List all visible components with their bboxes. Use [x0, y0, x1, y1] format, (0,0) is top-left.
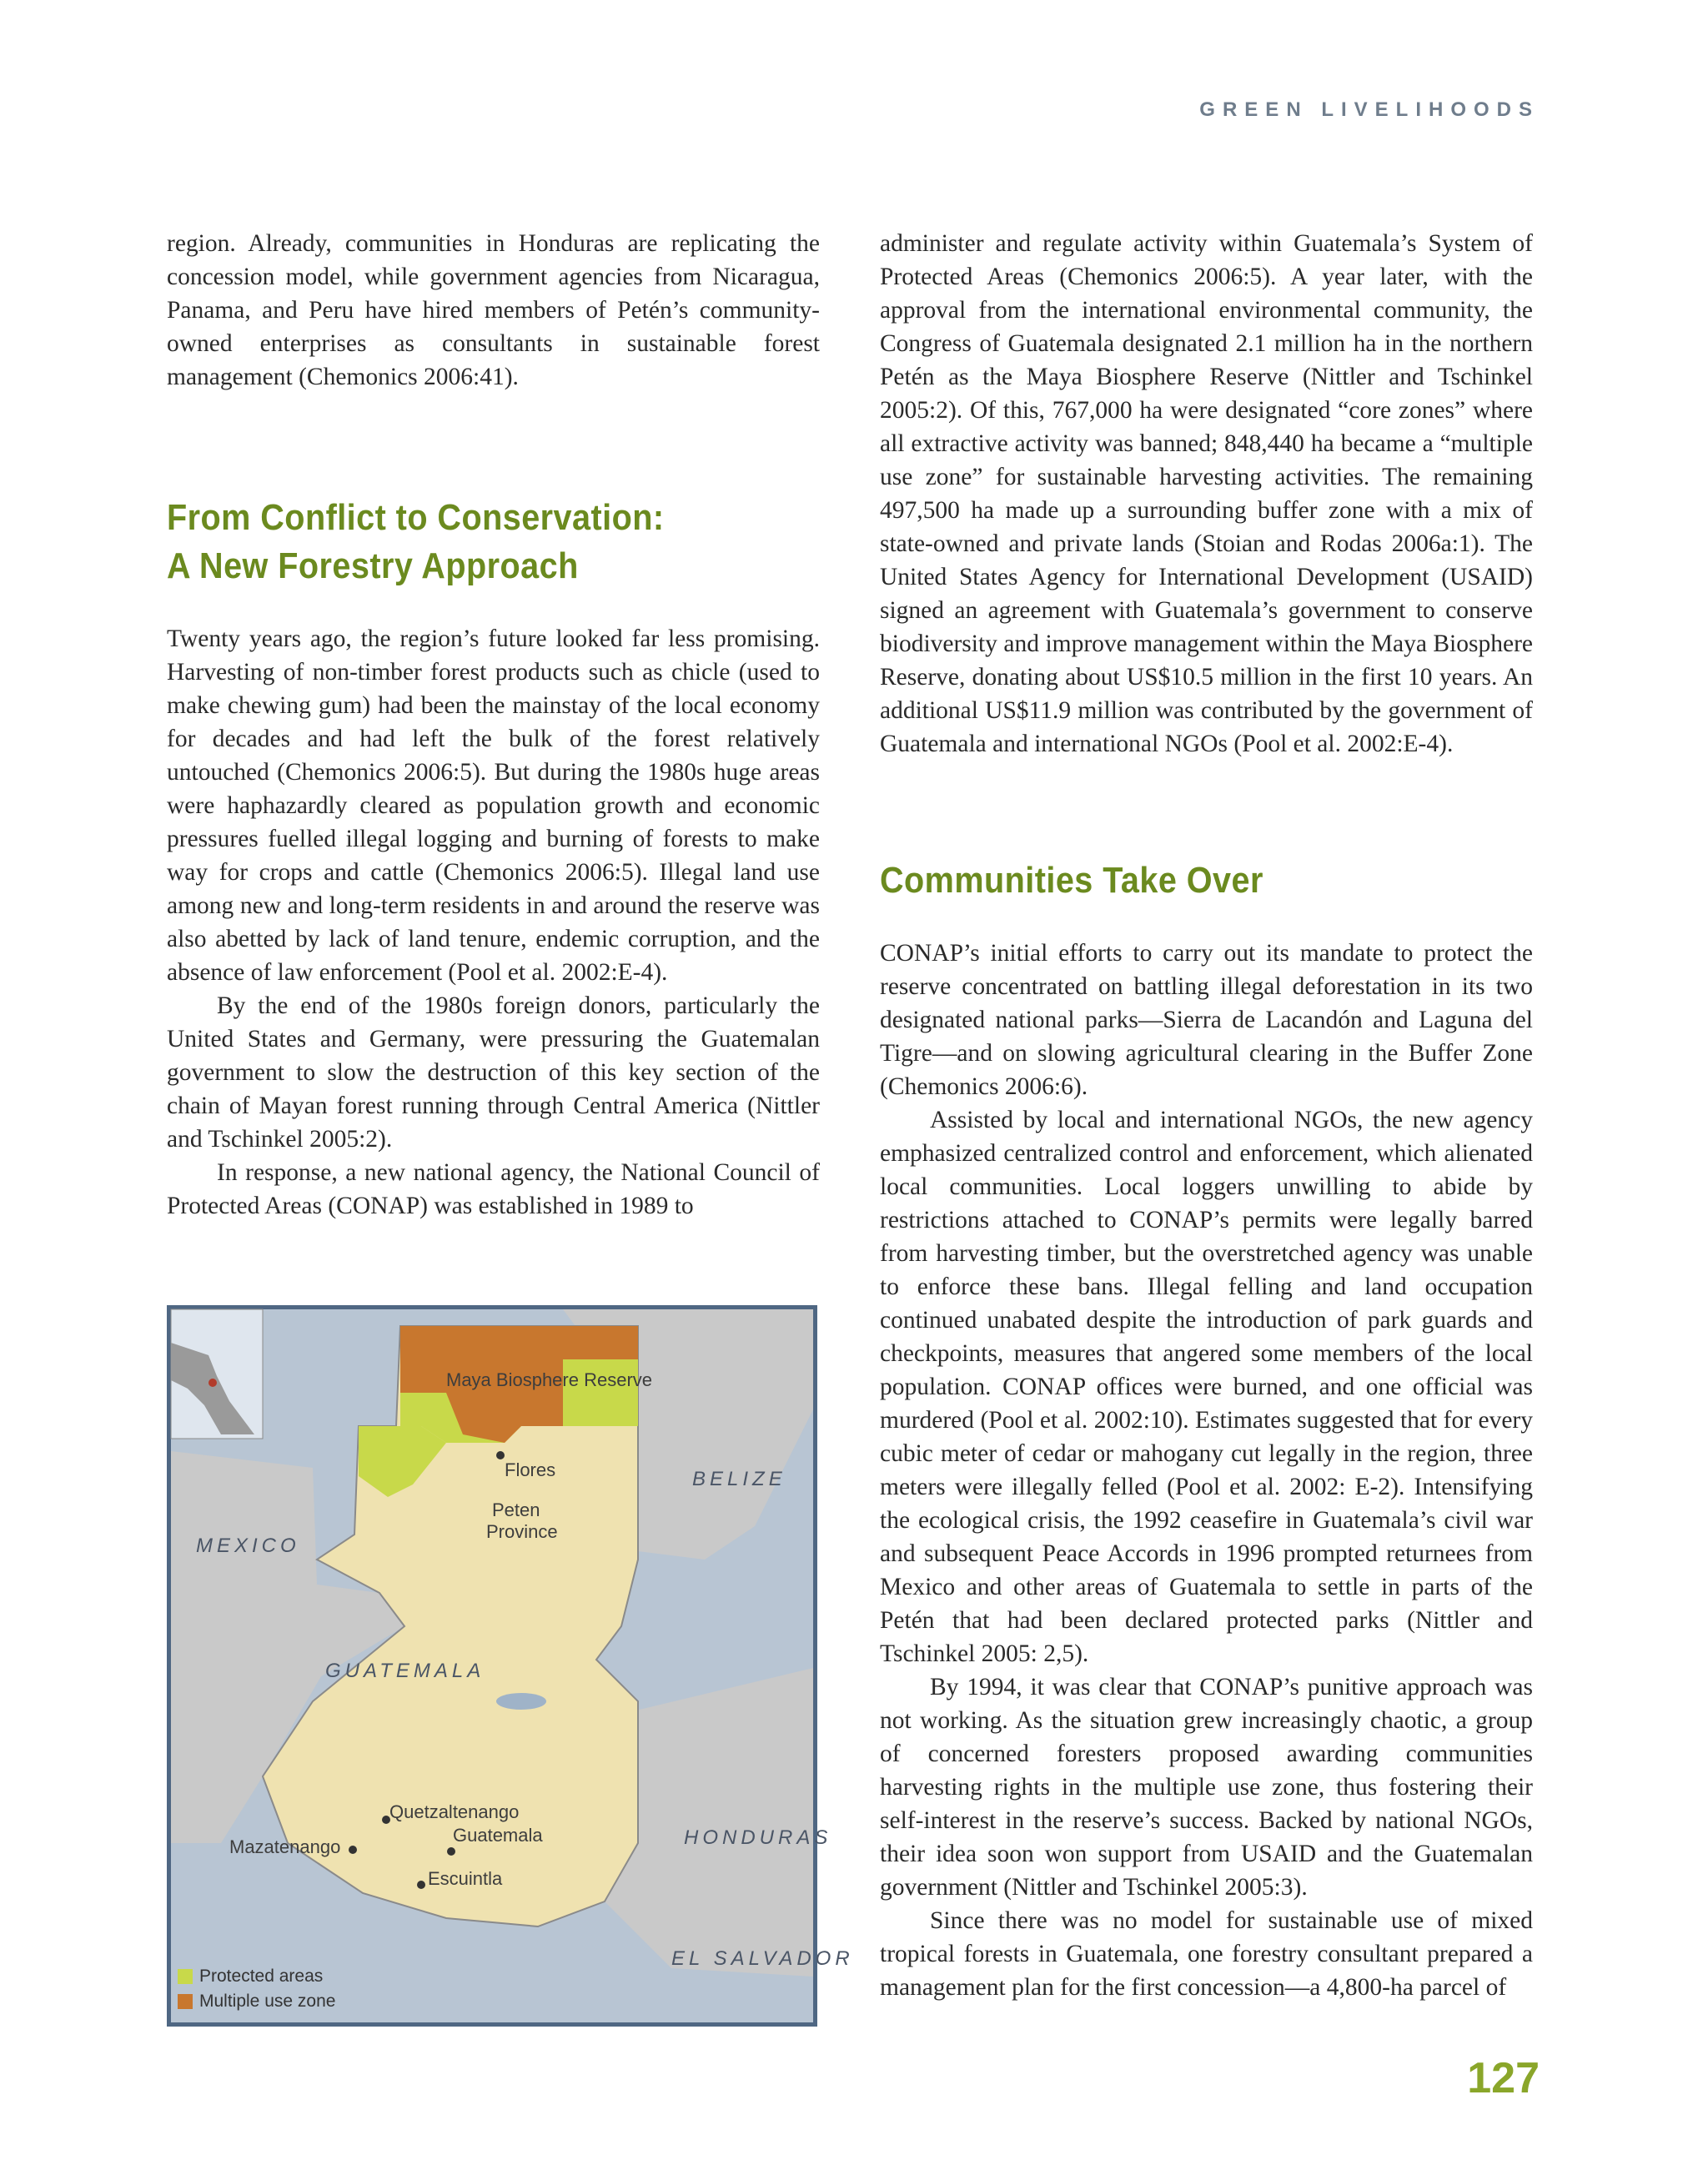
right-column [880, 227, 1533, 2004]
label-belize: BELIZE [692, 1468, 786, 1490]
legend-item [178, 1964, 335, 1989]
paragraph: By the end of the 1980s foreign donors, particularly the United States and Germany, were pressuring the Guatemalan government to slow the destruction of this key section of the chain of Mayan forest running through Central America (Nittler and Tschinkel 2005:2). [167, 992, 820, 1153]
paragraph: Assisted by local and international NGOs, the new agency emphasized centralized control and enforcement, which alienated local communities. Local loggers unwilling to abide by restrictions attached to CONAP’s permits were legally barred from harvesting timber, but the overstretched agency was unable to enforce these bans. Illegal felling and land occupation continued unabated despite the introduction of park guards and checkpoints, measures that angered some members of the local population. CONAP offices were burned, and one official was murdered (Pool et al. 2002:10). Estimates suggested that for every cubic meter of cedar or mahogany cut legally in the region, three meters were illegally felled (Pool et al. 2002: E-2). Intensifying the ecological crisis, the 1992 ceasefire in Guatemala’s civil war and subsequent Peace Accords in 1996 prompted returnees from Mexico and other areas of Guatemala to settle in parts of the Petén that had been declared protected parks (Nittler and Tschinkel 2005: 2,5). [880, 1107, 1533, 1667]
heading-line: From Conflict to Conservation: [167, 497, 665, 538]
label-quetzaltenango: Quetzaltenango [389, 1801, 520, 1822]
paragraph: Since there was no model for sustainable use of mixed tropical forests in Guatemala, one forestry consultant prepared a management plan for the first concession—a 4,800-ha parcel of [880, 1907, 1533, 2001]
legend-label: Protected areas [199, 1967, 324, 1986]
paragraph: region. Already, communities in Honduras are replicating the concession model, while government agencies from Nicaragua, Panama, and Peru have hired members of Petén’s community-owned enterprises as consultants in sustainable forest management (Chemonics 2006:41). [167, 230, 820, 390]
label-guatemala-city: Guatemala [453, 1825, 543, 1846]
city-dot [349, 1846, 357, 1854]
paragraph: By 1994, it was clear that CONAP’s punitive approach was not working. As the situation grew increasingly chaotic, a group of concerned foresters proposed awarding communities harvesting rights in the multiple use zone, thus fostering their self-interest in the reserve’s success. Backed by national NGOs, their idea soon won support from USAID and the Guatemalan government (Nittler and Tschinkel 2005:3). [880, 1674, 1533, 1901]
section-heading [167, 494, 755, 590]
heading-line: A New Forestry Approach [167, 545, 579, 586]
label-escuintla: Escuintla [428, 1868, 503, 1889]
label-el-salvador: EL SALVADOR [671, 1947, 854, 1970]
legend-label: Multiple use zone [199, 1992, 336, 2011]
label-reserve: Maya Biosphere Reserve [446, 1369, 653, 1390]
paragraph: CONAP’s initial efforts to carry out its mandate to protect the reserve concentrated on battling illegal deforestation in its two designated national parks—Sierra de Lacandón and Laguna del Tigre—and on slowing agricultural clearing in the Buffer Zone (Chemonics 2006:6). [880, 940, 1533, 1100]
paragraph: In response, a new national agency, the National Council of Protected Areas (CONAP) was established in 1989 to [167, 1159, 820, 1219]
left-column [167, 227, 820, 1223]
city-dot [417, 1881, 425, 1889]
label-peten: Peten [492, 1499, 540, 1520]
map-graphic [171, 1309, 813, 2022]
label-province: Province [486, 1521, 558, 1542]
city-dot [496, 1451, 505, 1459]
map-legend [178, 1964, 335, 2014]
lake [496, 1693, 546, 1710]
page-number: 127 [1467, 2054, 1540, 2102]
label-guatemala: GUATEMALA [325, 1660, 485, 1682]
guatemala-map [167, 1305, 854, 2027]
section-heading: Communities Take Over [880, 860, 1263, 901]
label-honduras: HONDURAS [684, 1826, 832, 1849]
legend-swatch [178, 1994, 193, 2009]
inset-marker [208, 1379, 217, 1387]
paragraph: Twenty years ago, the region’s future looked far less promising. Harvesting of non-timber forest products such as chicle (used to make chewing gum) had been the mainstay of the local economy for decades and had left the bulk of the forest relatively untouched (Chemonics 2006:5). But during the 1980s huge areas were haphazardly cleared as population growth and economic pressures fuelled illegal logging and burning of forests to make way for crops and cattle (Chemonics 2006:5). Illegal land use among new and long-term residents in and around the reserve was also abetted by lack of land tenure, endemic corruption, and the absence of law enforcement (Pool et al. 2002:E-4). [167, 625, 820, 986]
label-flores: Flores [505, 1459, 556, 1480]
legend-swatch [178, 1969, 193, 1984]
running-head: GREEN LIVELIHOODS [1199, 98, 1540, 121]
city-dot [447, 1847, 455, 1856]
paragraph: administer and regulate activity within Guatemala’s System of Protected Areas (Chemonics 2006:5). A year later, with the approval from the international environmental community, the Congress of Guatemala designated 2.1 million ha in the northern Petén as the Maya Biosphere Reserve (Nittler and Tschinkel 2005:2). Of this, 767,000 ha were designated “core zones” where all extractive activity was banned; 848,440 ha became a “multiple use zone” for sustainable harvesting activities. The remaining 497,500 ha made up a surrounding buffer zone with a mix of state-owned and private lands (Stoian and Rodas 2006a:1). The United States Agency for International Development (USAID) signed an agreement with Guatemala’s government to conserve biodiversity and improve management within the Maya Biosphere Reserve, donating about US$10.5 million in the first 10 years. An additional US$11.9 million was contributed by the government of Guatemala and international NGOs (Pool et al. 2002:E-4). [880, 230, 1533, 757]
label-mazatenango: Mazatenango [229, 1836, 341, 1857]
label-mexico: MEXICO [196, 1535, 300, 1557]
legend-item [178, 1989, 335, 2014]
